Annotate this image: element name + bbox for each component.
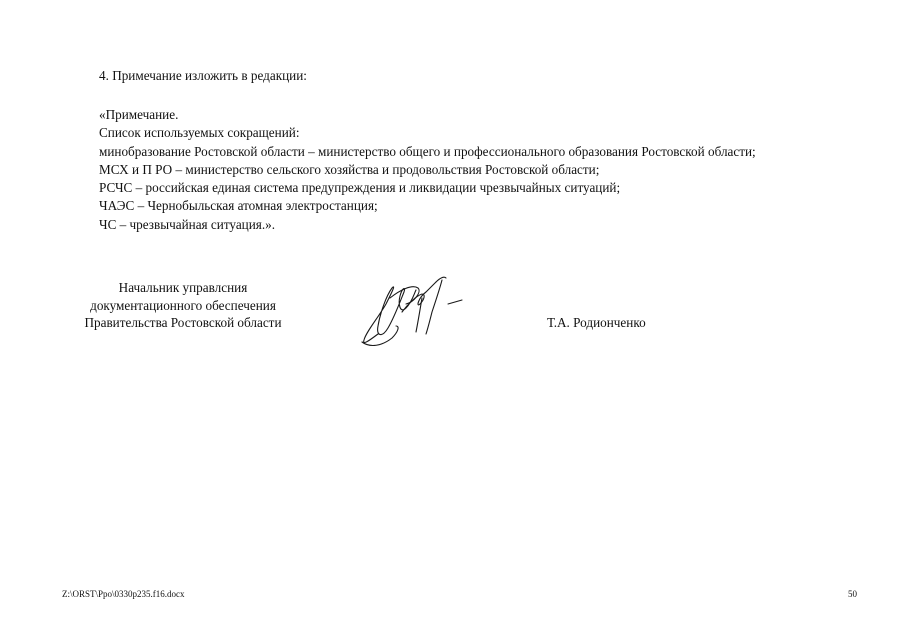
note-line: минобразование Ростовской области – министерство общего и профессионального образования Ростовской области; — [99, 143, 756, 159]
page-number: 50 — [848, 589, 857, 599]
signer-name: Т.А. Родионченко — [547, 315, 646, 330]
note-line: Список используемых сокращений: — [99, 125, 300, 141]
signer-title-line: Правительства Ростовской области — [84, 315, 282, 330]
signer-title — [52, 279, 314, 332]
handwritten-signature-icon — [356, 268, 466, 350]
note-line: ЧАЭС – Чернобыльская атомная электростанция; — [99, 198, 378, 214]
note-line: МСХ и П РО – министерство сельского хозяйства и продовольствия Ростовской области; — [99, 161, 600, 177]
note-block — [99, 106, 756, 234]
signer-title-line: документационного обеспечения — [90, 297, 276, 313]
signer-title-line: Начальник управлсния — [118, 280, 248, 295]
item-heading: 4. Примечание изложить в редакции: — [99, 68, 307, 83]
note-line: РСЧС – российская единая система предупреждения и ликвидации чрезвычайных ситуаций; — [99, 180, 621, 196]
note-line: ЧС – чрезвычайная ситуация.». — [99, 216, 276, 232]
note-line: «Примечание. — [99, 107, 179, 122]
footer-file-path: Z:\ORST\Ppo\0330p235.f16.docx — [62, 589, 185, 599]
